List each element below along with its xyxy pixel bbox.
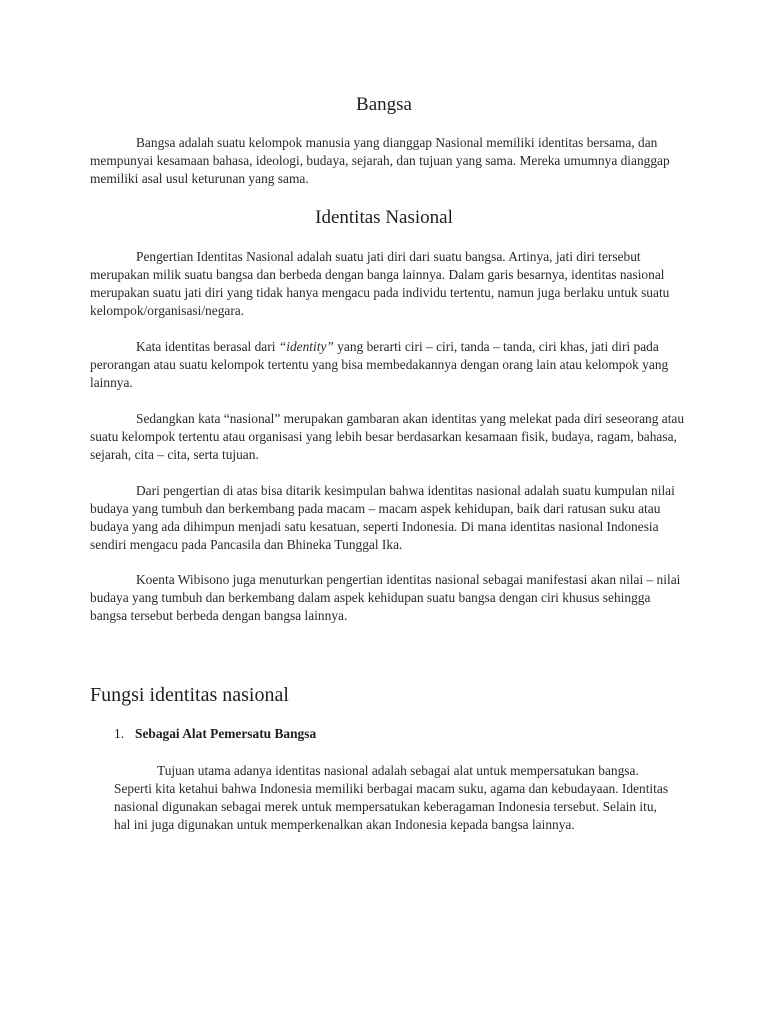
paragraph-koenta-wibisono: Koenta Wibisono juga menuturkan pengertian identitas nasional sebagai manifestasi akan nilai – nilai budaya yang tumbuh dan berkembang dalam aspek kehidupan suatu bangsa dengan ciri khusus sehingga bangsa tersebut berbeda dengan bangsa lainnya. xyxy=(90,572,681,623)
list-item-pemersatu xyxy=(114,726,316,742)
paragraph-bangsa: Bangsa adalah suatu kelompok manusia yang dianggap Nasional memiliki identitas bersama, dan mempunyai kesamaan bahasa, ideologi, budaya, sejarah, dan tujuan yang sama. Mereka umumnya dianggap memiliki asal usul keturunan yang sama. xyxy=(90,135,670,186)
paragraph-pemersatu: Tujuan utama adanya identitas nasional adalah sebagai alat untuk mempersatukan bangsa. Seperti kita ketahui bahwa Indonesia memiliki berbagai macam suku, agama dan kebudayaan. Identitas nasional digunakan sebagai merek untuk mempersatukan keberagaman Indonesia tersebut. Selain itu, hal ini juga digunakan untuk memperkenalkan akan Indonesia kepada bangsa lainnya. xyxy=(114,763,669,832)
heading-fungsi-identitas: Fungsi identitas nasional xyxy=(90,684,289,706)
paragraph-kata-identitas-lead: Kata identitas berasal dari xyxy=(136,339,279,354)
title-identitas-nasional: Identitas Nasional xyxy=(315,207,453,228)
list-number: 1. xyxy=(114,726,125,741)
paragraph-nasional: Sedangkan kata “nasional” merupakan gambaran akan identitas yang melekat pada diri seseorang atau suatu kelompok tertentu atau organisasi yang lebih besar berdasarkan kesamaan fisik, budaya, ragam, bahasa, sejarah, cita – cita, serta tujuan. xyxy=(90,411,685,462)
paragraph-kesimpulan: Dari pengertian di atas bisa ditarik kesimpulan bahwa identitas nasional adalah suatu kumpulan nilai budaya yang tumbuh dan berkembang pada macam – macam aspek kehidupan, baik dari ratusan suku atau budaya yang ada dihimpun menjadi satu kesatuan, seperti Indonesia. Di mana identitas nasional Indonesia sendiri mengacu pada Pancasila dan Bhineka Tunggal Ika. xyxy=(90,483,675,552)
term-identity: “identity” xyxy=(278,339,334,354)
paragraph-pengertian: Pengertian Identitas Nasional adalah suatu jati diri dari suatu bangsa. Artinya, jati diri tersebut merupakan milik suatu bangsa dan berbeda dengan banga lainnya. Dalam garis besarnya, identitas nasional merupakan suatu jati diri yang tidak hanya mengacu pada individu tertentu, namun juga berlaku untuk suatu kelompok/organisasi/negara. xyxy=(90,249,670,318)
paragraph-kata-identitas xyxy=(90,338,686,392)
paragraph-kata-identitas-rest: yang berarti ciri – ciri, tanda – tanda, ciri khas, jati diri pada perorangan atau suatu kelompok tertentu yang bisa membedakannya dengan orang lain atau kelompok yang lainnya. xyxy=(90,339,669,390)
title-bangsa: Bangsa xyxy=(356,94,412,115)
list-label: Sebagai Alat Pemersatu Bangsa xyxy=(135,726,317,741)
